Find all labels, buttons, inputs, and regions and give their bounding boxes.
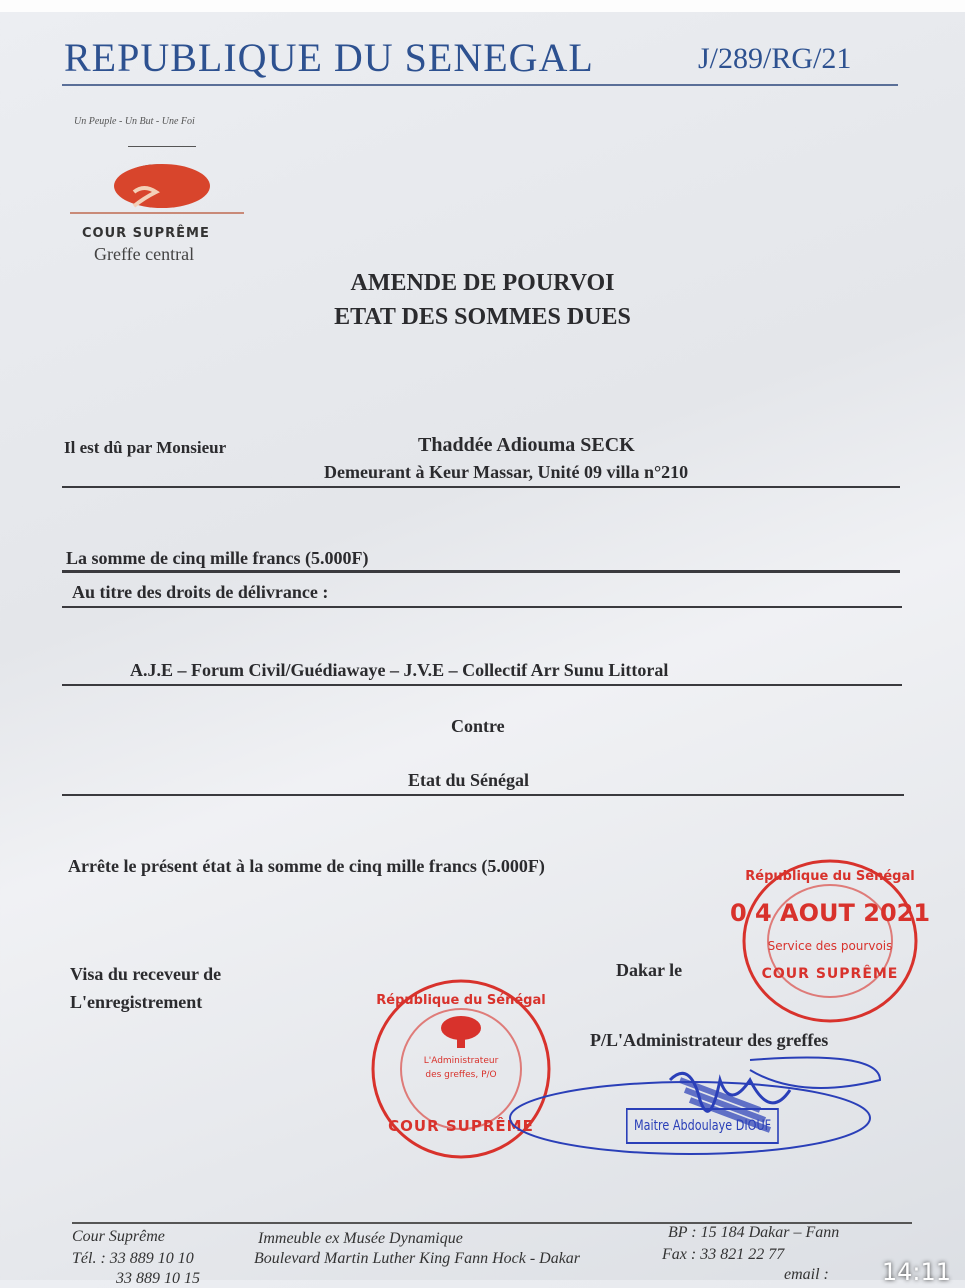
document-subtitle: ETAT DES SOMMES DUES bbox=[334, 304, 631, 330]
logo-rule bbox=[70, 212, 244, 214]
stamp-text: COUR SUPRÊME bbox=[388, 1117, 534, 1135]
amount-line: La somme de cinq mille francs (5.000F) bbox=[66, 548, 369, 568]
footer-address-2: Boulevard Martin Luther King Fann Hock - Dakar bbox=[254, 1250, 581, 1267]
court-logo bbox=[104, 158, 214, 214]
place-date-label: Dakar le bbox=[616, 960, 683, 980]
stamp-text: L'Administrateur bbox=[423, 1056, 499, 1066]
institution-name: COUR SUPRÊME bbox=[82, 226, 210, 241]
motto: Un Peuple - Un But - Une Foi bbox=[74, 116, 195, 127]
closing-statement: Arrête le présent état à la somme de cinq mille francs (5.000F) bbox=[68, 856, 545, 876]
header-rule bbox=[62, 84, 898, 86]
visa-label-1: Visa du receveur de bbox=[70, 964, 222, 984]
department-name: Greffe central bbox=[94, 244, 195, 264]
name-stamp: Maitre Abdoulaye DIOUF bbox=[626, 1108, 779, 1144]
handwritten-signature bbox=[500, 1040, 890, 1170]
country-heading: REPUBLIQUE DU SENEGAL bbox=[64, 35, 594, 80]
baobab-icon bbox=[441, 1016, 481, 1048]
parties: A.J.E – Forum Civil/Guédiawaye – J.V.E – Collectif Arr Sunu Littoral bbox=[130, 660, 669, 680]
footer-address-1: Immeuble ex Musée Dynamique bbox=[258, 1230, 463, 1247]
document-title: AMENDE DE POURVOI bbox=[350, 270, 615, 296]
line-rule bbox=[62, 570, 900, 573]
stamp-text: COUR SUPRÊME bbox=[761, 966, 899, 982]
line-rule bbox=[62, 684, 902, 686]
footer-tel2: 33 889 10 15 bbox=[116, 1270, 200, 1287]
debtor-address: Demeurant à Keur Massar, Unité 09 villa n°210 bbox=[324, 462, 689, 482]
line-rule bbox=[62, 606, 902, 608]
visa-label-2: L'enregistrement bbox=[70, 992, 203, 1012]
footer-bp: BP : 15 184 Dakar – Fann bbox=[668, 1224, 840, 1241]
stamp-text: Service des pourvois bbox=[767, 939, 893, 953]
defendant: Etat du Sénégal bbox=[408, 770, 530, 790]
reference-number: J/289/RG/21 bbox=[698, 42, 852, 75]
divider bbox=[128, 146, 196, 147]
stamp-text: République du Sénégal bbox=[745, 869, 915, 884]
line-rule bbox=[62, 794, 904, 796]
debtor-name: Thaddée Adiouma SECK bbox=[418, 434, 635, 456]
stamp-date: 0 4 AOUT 2021 bbox=[729, 899, 931, 927]
versus-label: Contre bbox=[451, 716, 505, 736]
stamp-text: République du Sénégal bbox=[376, 993, 546, 1008]
due-by-label: Il est dû par Monsieur bbox=[64, 438, 227, 457]
footer-fax: Fax : 33 821 22 77 bbox=[662, 1246, 785, 1263]
footer-tel: Tél. : 33 889 10 10 bbox=[72, 1250, 194, 1267]
footer-email: email : bbox=[784, 1266, 829, 1283]
stamp-text: des greffes, P/O bbox=[425, 1070, 497, 1080]
title-line: Au titre des droits de délivrance : bbox=[72, 582, 329, 602]
top-edge bbox=[0, 0, 965, 12]
signatory-title: P/L'Administrateur des greffes bbox=[590, 1030, 829, 1050]
status-bar-time: 14:11 bbox=[881, 1258, 951, 1286]
footer-org: Cour Suprême bbox=[72, 1228, 165, 1245]
line-rule bbox=[62, 486, 900, 488]
